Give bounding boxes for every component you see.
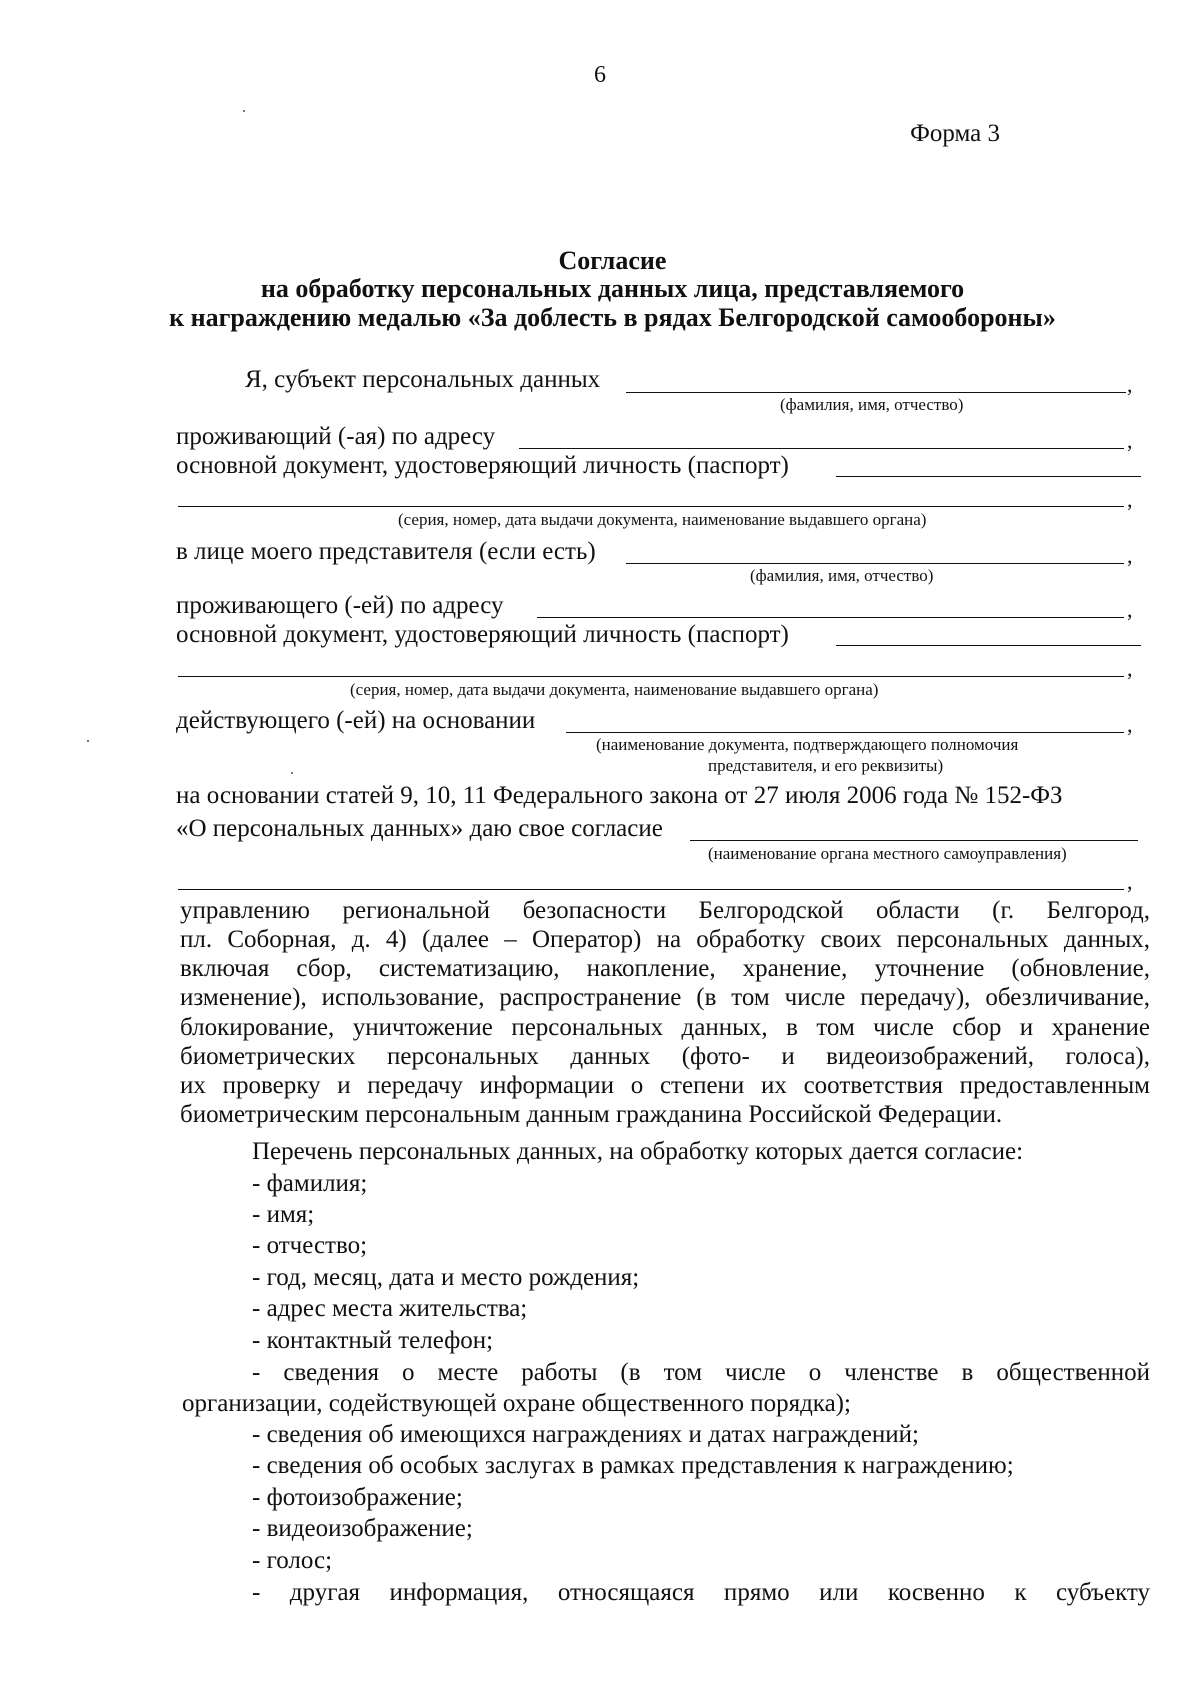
comma: , — [1127, 428, 1133, 453]
organ-field[interactable] — [690, 840, 1138, 841]
document-field-cont[interactable] — [178, 506, 1124, 507]
address-field[interactable] — [519, 448, 1124, 449]
document-title: Согласие — [558, 246, 667, 275]
body-line: включая сбор, систематизацию, накопление, хранение, уточнение (обновление, — [180, 955, 1150, 982]
representative-label: в лице моего представителя (если есть) — [176, 538, 596, 565]
list-item: - фотоизображение; — [252, 1484, 463, 1511]
list-item: - год, месяц, дата и место рождения; — [252, 1264, 640, 1291]
scan-speck — [291, 772, 293, 774]
subject-fio-field[interactable] — [626, 392, 1126, 393]
rep-document-field[interactable] — [836, 645, 1141, 646]
rep-address-field[interactable] — [537, 617, 1124, 618]
body-line: управлению региональной безопасности Белгородской области (г. Белгород, — [180, 897, 1150, 924]
body-line: их проверку и передачу информации о степени их соответствия предоставленным — [180, 1072, 1150, 1099]
list-item: - адрес места жительства; — [252, 1295, 528, 1322]
list-item: - отчество; — [252, 1232, 368, 1259]
consent-label: «О персональных данных» даю свое согласие — [176, 815, 663, 842]
comma: , — [1127, 487, 1133, 512]
comma: , — [1127, 656, 1133, 681]
document-subtitle-line2: к награждению медалью «За доблесть в рядах Белгородской самообороны» — [169, 303, 1056, 332]
list-item: - другая информация, относящаяся прямо или косвенно к субъекту — [252, 1579, 1150, 1606]
list-item: - имя; — [252, 1201, 315, 1228]
comma: , — [1127, 543, 1133, 568]
rep-document-caption: (серия, номер, дата выдачи документа, наименование выдавшего органа) — [350, 680, 879, 699]
organ-field-cont[interactable] — [178, 889, 1124, 890]
body-line: биометрическим персональным данным гражданина Российской Федерации. — [180, 1101, 1003, 1128]
rep-address-label: проживающего (-ей) по адресу — [176, 592, 504, 619]
basis-field[interactable] — [566, 732, 1124, 733]
representative-fio-field[interactable] — [626, 563, 1124, 564]
document-field[interactable] — [836, 476, 1141, 477]
page-number: 6 — [594, 62, 606, 88]
body-line: биометрических персональных данных (фото- и видеоизображений, голоса), — [180, 1043, 1150, 1070]
basis-caption: (наименование документа, подтверждающего полномочия — [596, 735, 1019, 754]
scan-speck — [243, 110, 245, 112]
basis-caption-2: представителя, и его реквизиты) — [708, 756, 944, 775]
document-label: основной документ, удостоверяющий личность (паспорт) — [176, 452, 789, 479]
list-item: - сведения об имеющихся награждениях и датах награждений; — [252, 1421, 919, 1448]
scan-speck — [87, 740, 89, 742]
document-subtitle-line1: на обработку персональных данных лица, представляемого — [260, 274, 965, 303]
rep-document-label: основной документ, удостоверяющий личность (паспорт) — [176, 621, 789, 648]
body-line: блокирование, уничтожение персональных данных, в том числе сбор и хранение — [180, 1014, 1150, 1041]
fio-caption: (фамилия, имя, отчество) — [750, 566, 934, 585]
list-item-cont: организации, содействующей охране общественного порядка); — [182, 1390, 851, 1417]
comma: , — [1127, 597, 1133, 622]
list-item: - видеоизображение; — [252, 1515, 473, 1542]
list-item: - сведения о месте работы (в том числе о членстве в общественной — [252, 1359, 1150, 1386]
list-item: - контактный телефон; — [252, 1327, 494, 1354]
body-line: пл. Соборная, д. 4) (далее – Оператор) на обработку своих персональных данных, — [180, 926, 1150, 953]
address-label: проживающий (-ая) по адресу — [176, 423, 496, 450]
basis-label: действующего (-ей) на основании — [176, 707, 536, 734]
law-reference: на основании статей 9, 10, 11 Федерального закона от 27 июля 2006 года № 152-ФЗ — [176, 782, 1063, 809]
list-item: - голос; — [252, 1547, 333, 1574]
list-item: - фамилия; — [252, 1170, 368, 1197]
list-intro: Перечень персональных данных, на обработку которых дается согласие: — [252, 1138, 1024, 1165]
comma: , — [1127, 372, 1133, 397]
body-line: изменение), использование, распространение (в том числе передачу), обезличивание, — [180, 984, 1150, 1011]
fio-caption: (фамилия, имя, отчество) — [780, 395, 964, 414]
comma: , — [1127, 712, 1133, 737]
form-label: Форма 3 — [910, 120, 1000, 147]
comma: , — [1127, 869, 1133, 894]
organ-caption: (наименование органа местного самоуправления) — [708, 844, 1067, 863]
document-caption: (серия, номер, дата выдачи документа, наименование выдавшего органа) — [398, 510, 927, 529]
subject-label: Я, субъект персональных данных — [245, 366, 601, 393]
list-item: - сведения об особых заслугах в рамках представления к награждению; — [252, 1452, 1014, 1479]
rep-document-field-cont[interactable] — [178, 676, 1124, 677]
